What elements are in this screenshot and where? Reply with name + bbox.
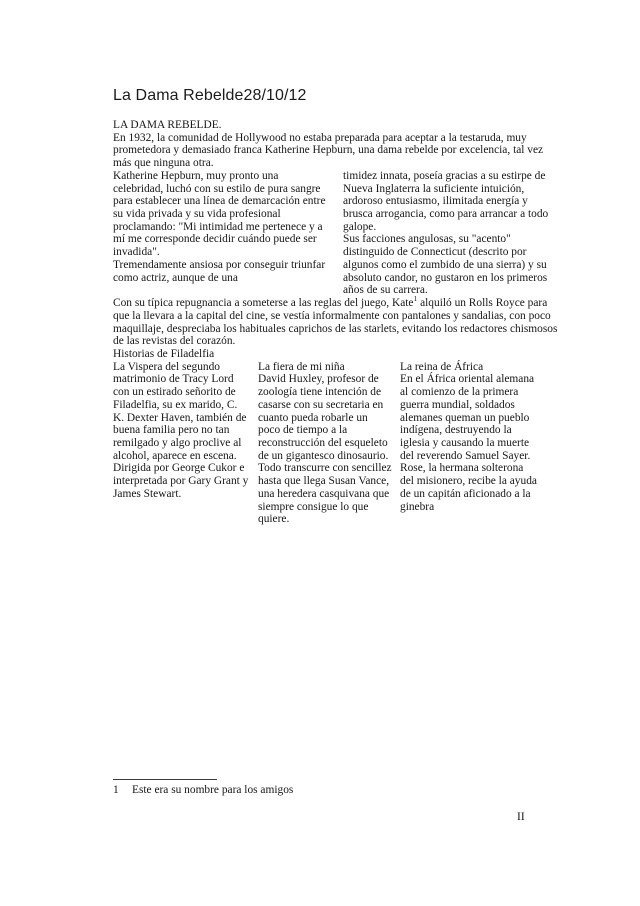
doc-heading: LA DAMA REBELDE. bbox=[113, 119, 222, 131]
footnote-area bbox=[113, 779, 558, 797]
film-3-text: En el África oriental alemana al comienzo de la primera guerra mundial, soldados alemanes queman un pueblo indígena, destruyendo la iglesia y causando la muerte del reverendo Samuel Sayer. Rose, la hermana solterona del misionero, recibe la ayuda de un capitán aficionado a la ginebra bbox=[400, 373, 537, 513]
film-column-3 bbox=[400, 361, 540, 526]
two-column-left bbox=[113, 170, 328, 297]
page-number: II bbox=[517, 811, 525, 823]
two-column-section bbox=[113, 170, 558, 297]
document-title-date: 28/10/12 bbox=[243, 87, 307, 104]
kate-paragraph bbox=[113, 294, 558, 348]
right-column-paragraph-1: timidez innata, poseía gracias a su estirpe de Nueva Inglaterra la suficiente intuición, ardoroso entusiasmo, ilimitada energía y brusca arrogancia, como para arrancar a todo galope. bbox=[343, 169, 549, 233]
film-2-title: La fiera de mi niña bbox=[258, 360, 345, 373]
two-column-right bbox=[343, 170, 558, 297]
kate-paragraph-before-ref: Con su típica repugnancia a someterse a las reglas del juego, Kate bbox=[113, 297, 414, 310]
footnote-text: Este era su nombre para los amigos bbox=[132, 784, 294, 796]
left-column-paragraph-2: Tremendamente ansiosa por conseguir triunfar como actriz, aunque de una bbox=[113, 258, 326, 284]
left-column-paragraph-1: Katherine Hepburn, muy pronto una celebridad, luchó con su estilo de pura sangre para establecer una línea de demarcación entre su vida privada y su vida profesional proclamando: "Mi intimidad me pertenece y a mí me corresponde decidir cuándo puede ser invadida". bbox=[113, 169, 326, 259]
film-1-text: La Vispera del segundo matrimonio de Tracy Lord con un estirado señorito de Filadelfia, su ex marido, C. K. Dexter Haven, también de buena familia pero no tan remilgado y algo proclive al alcohol, aparece en escena. Dirigida por George Cukor e interpretada por Gary Grant y James Stewart. bbox=[113, 360, 249, 500]
page-title bbox=[113, 86, 307, 105]
intro-paragraph: En 1932, la comunidad de Hollywood no estaba preparada para aceptar a la testaruda, muy prometedora y demasiado franca Katherine Hepburn, una dama rebelde por excelencia, tal vez más que ninguna otra. bbox=[113, 131, 544, 170]
footnote-reference-marker: 1 bbox=[413, 294, 418, 304]
document-title-text: La Dama Rebelde bbox=[113, 87, 244, 104]
film-2-text: David Huxley, profesor de zoología tiene intención de casarse con su secretaria en cuanto pueda robarle un poco de tiempo a la reconstrucción del esqueleto de un gigantesco dinosaurio. Todo transcurre con sencillez hasta que llega Susan Vance, una heredera casquivana que siempre consigue lo que quiere. bbox=[258, 373, 392, 526]
footnote-line bbox=[113, 784, 558, 797]
section-line-historias: Historias de Filadelfia bbox=[113, 347, 215, 360]
kate-paragraph-after-ref: alquiló un Rolls Royce para que la llevara a la capital del cine, se vestía informalmente con pantalones y sandalias, con poco maquillaje, despreciaba los habituales caprichos de las starlets, evitando los redactores chismosos de las revistas del corazón. bbox=[113, 297, 558, 348]
right-column-paragraph-2: Sus facciones angulosas, su "acento" distinguido de Connecticut (descrito por algunos como el zumbido de una sierra) y su absoluto candor, no gustaron en los primeros años de su carrera. bbox=[343, 233, 548, 297]
document-body bbox=[113, 119, 558, 526]
footnote-number: 1 bbox=[113, 784, 119, 796]
footnote-separator-rule bbox=[113, 779, 217, 780]
film-column-2 bbox=[258, 361, 392, 526]
three-column-section bbox=[113, 361, 558, 526]
film-column-1 bbox=[113, 361, 250, 526]
film-3-title: La reina de África bbox=[400, 360, 484, 373]
